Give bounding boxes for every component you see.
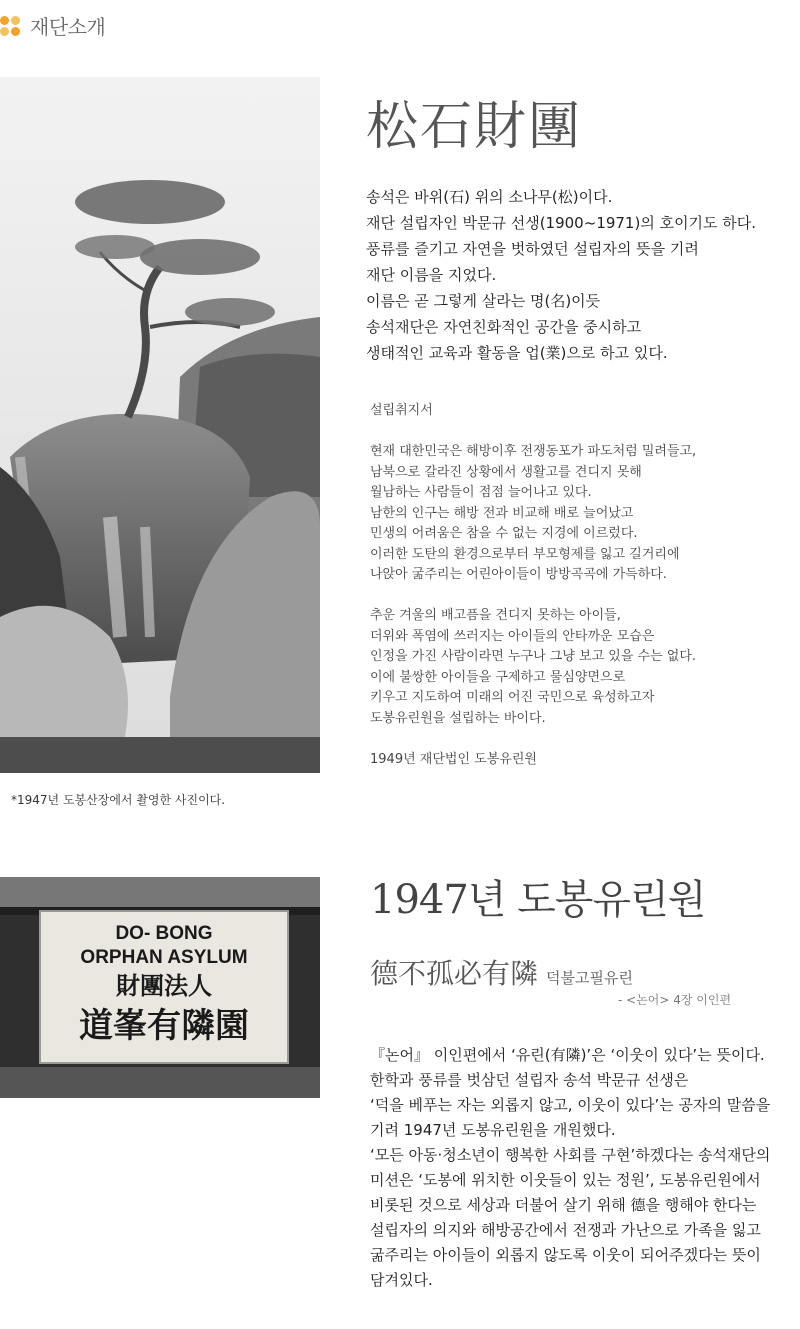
body-line: 담겨있다. <box>370 1271 433 1289</box>
prospectus-heading: 설립취지서 <box>370 403 433 418</box>
body-line: 한학과 풍류를 벗삼던 설립자 송석 박문규 선생은 <box>370 1071 689 1089</box>
prospectus-signature: 1949년 재단법인 도봉유린원 <box>370 751 537 767</box>
foundation-title: 松石財團 <box>366 97 583 157</box>
body-line: ‘모든 아동·청소년이 행복한 사회를 구현’하겠다는 송석재단의 <box>370 1146 771 1164</box>
body-line: 미션은 ‘도봉에 위치한 이웃들이 있는 정원’, 도봉유린원에서 <box>370 1171 761 1189</box>
pine-rock-illustration <box>0 77 320 773</box>
intro-line: 이름은 곧 그렇게 살라는 명(名)이듯 <box>366 292 601 310</box>
founding-prospectus <box>370 401 790 770</box>
prospectus-line: 현재 대한민국은 해방이후 전쟁동포가 파도처럼 밀려들고, <box>370 444 697 459</box>
body-line: 기려 1947년 도봉유린원을 개원했다. <box>370 1121 616 1139</box>
prospectus-line: 이에 불쌍한 아이들을 구제하고 물심양면으로 <box>370 669 626 685</box>
orphanage-sign-illustration <box>0 877 320 1098</box>
section2-body <box>370 1043 798 1293</box>
prospectus-line: 도봉유린원을 설립하는 바이다. <box>370 710 546 726</box>
intro-line: 송석재단은 자연친화적인 공간을 중시하고 <box>366 318 642 336</box>
proverb <box>370 952 633 992</box>
intro-line: 재단 이름을 지었다. <box>366 266 497 284</box>
body-line: 굶주리는 아이들이 외롭지 않도록 이웃이 되어주겠다는 뜻이 <box>370 1246 761 1264</box>
prospectus-line: 키우고 지도하여 미래의 어진 국민으로 육성하고자 <box>370 690 655 705</box>
orphanage-sign-photo <box>0 877 320 1098</box>
body-line: ‘덕을 베푸는 자는 외롭지 않고, 이웃이 있다’는 공자의 말씀을 <box>370 1096 771 1114</box>
body-line: 설립자의 의지와 해방공간에서 전쟁과 가난으로 가족을 잃고 <box>370 1221 761 1239</box>
page-title: 재단소개 <box>30 14 106 39</box>
sign-line-4: 道峯有隣園 <box>79 1006 249 1046</box>
page-header <box>0 10 105 40</box>
prospectus-line: 월남하는 사람들이 점점 늘어나고 있다. <box>370 485 592 500</box>
body-line: 비롯된 것으로 세상과 더불어 살기 위해 德을 행해야 한다는 <box>370 1196 757 1214</box>
intro-text <box>366 184 796 366</box>
photo-caption: *1947년 도봉산장에서 촬영한 사진이다. <box>11 793 226 807</box>
body-line: 『논어』 이인편에서 ‘유린(有隣)’은 ‘이웃이 있다’는 뜻이다. <box>370 1046 765 1064</box>
prospectus-line: 나앉아 굶주리는 어린아이들이 방방곡곡에 가득하다. <box>370 567 667 582</box>
intro-line: 송석은 바위(石) 위의 소나무(松)이다. <box>366 188 613 206</box>
proverb-reading: 덕불고필유린 <box>546 969 633 987</box>
prospectus-line: 이러한 도탄의 환경으로부터 부모형제를 잃고 길거리에 <box>370 546 680 562</box>
prospectus-line: 남북으로 갈라진 상황에서 생활고를 견디지 못해 <box>370 464 642 480</box>
intro-line: 재단 설립자인 박문규 선생(1900~1971)의 호이기도 하다. <box>366 214 757 232</box>
proverb-hanja: 德不孤必有隣 <box>370 957 539 990</box>
intro-line: 풍류를 즐기고 자연을 벗하였던 설립자의 뜻을 기려 <box>366 240 699 258</box>
section2-title: 1947년 도봉유린원 <box>370 877 706 923</box>
prospectus-line: 인정을 가진 사람이라면 누구나 그냥 보고 있을 수는 없다. <box>370 649 697 664</box>
pine-rock-photo <box>0 77 320 773</box>
prospectus-line: 추운 겨울의 배고픔을 견디지 못하는 아이들, <box>370 608 621 623</box>
intro-line: 생태적인 교육과 활동을 업(業)으로 하고 있다. <box>366 344 668 362</box>
sign-line-1: DO- BONG <box>115 923 213 944</box>
sign-line-3: 財團法人 <box>116 971 212 1000</box>
dots-icon <box>0 13 24 37</box>
proverb-source: - <논어> 4장 이인편 <box>618 993 732 1007</box>
sign-line-2: ORPHAN ASYLUM <box>80 947 248 968</box>
prospectus-line: 남한의 인구는 해방 전과 비교해 배로 늘어났고 <box>370 505 634 521</box>
prospectus-line: 더위와 폭염에 쓰러지는 아이들의 안타까운 모습은 <box>370 628 655 644</box>
prospectus-line: 민생의 어려움은 참을 수 없는 지경에 이르렀다. <box>370 526 638 541</box>
